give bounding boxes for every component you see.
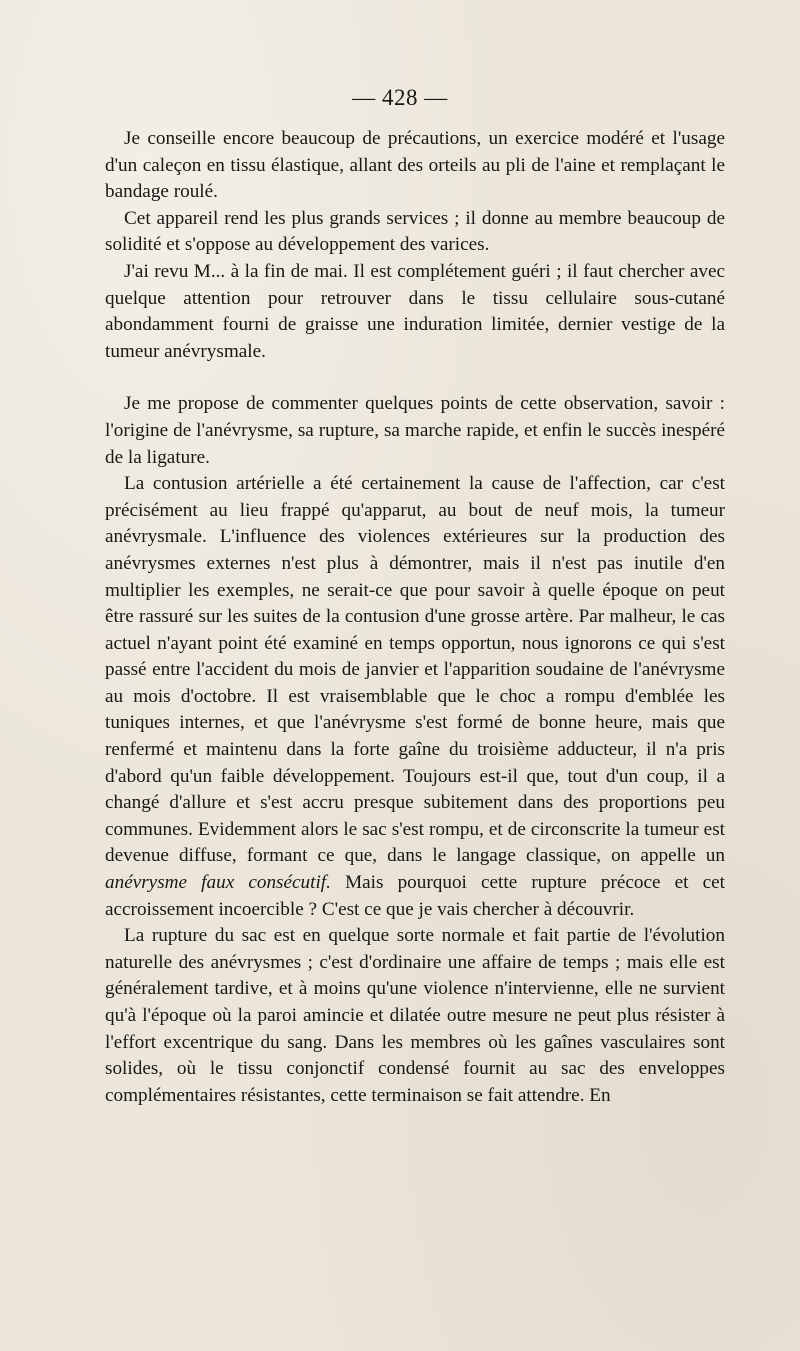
paragraph: La rupture du sac est en quelque sorte normale et fait partie de l'évolution naturelle des anévrysmes ; c'est d'ordinaire une affaire de temps ; mais elle est généralement tardive, et à moins qu'une violence n'intervienne, elle ne survient qu'à l'époque où la paroi amincie et dilatée outre mesure ne peut plus résister à l'effort excentrique du sang. Dans les membres où les gaînes vasculaires sont solides, où le tissu conjonctif condensé fournit au sac des enveloppes complémentaires résistantes, cette terminaison se fait attendre. En [105, 925, 725, 1106]
paragraph: Cet appareil rend les plus grands services ; il donne au membre beaucoup de solidité et s'oppose au développement des varices. [105, 207, 725, 256]
paragraph: Je conseille encore beaucoup de précautions, un exercice modéré et l'usage d'un caleçon en tissu élastique, allant des orteils au pli de l'aine et remplaçant le bandage roulé. [105, 128, 725, 203]
italic-term: anévrysme faux consécutif. [105, 872, 331, 894]
paragraph [105, 471, 725, 923]
body-text [105, 126, 725, 1109]
paragraph: J'ai revu M... à la fin de mai. Il est complétement guéri ; il faut chercher avec quelque attention pour retrouver dans le tissu cellulaire sous-cutané abondamment fourni de graisse une induration limitée, dernier vestige de la tumeur anévrysmale. [105, 260, 725, 362]
paragraph-text: La contusion artérielle a été certainement la cause de l'affection, car c'est précisément au lieu frappé qu'apparut, au bout de neuf mois, la tumeur anévrysmale. L'influence des violences extérieures sur la production des anévrysmes externes n'est plus à démontrer, mais il n'est pas inutile d'en multiplier les exemples, ne serait-ce que pour savoir à quelle époque on peut être rassuré sur les suites de la contusion d'une grosse artère. Par malheur, le cas actuel n'ayant point été examiné en temps opportun, nous ignorons ce qui s'est passé entre l'accident du mois de janvier et l'apparition soudaine de l'anévrysme au mois d'octobre. Il est vraisemblable que le choc a rompu d'emblée les tuniques internes, et que l'anévrysme s'est formé de bonne heure, mais que renfermé et maintenu dans la forte gaîne du troisième adducteur, il n'a pris d'abord qu'un faible développement. Toujours est-il que, tout d'un coup, il a changé d'allure et s'est accru presque subitement dans des proportions peu communes. Evidemment alors le sac s'est rompu, et de circonscrite la tumeur est devenue diffuse, formant ce que, dans le langage classique, on appelle un [105, 473, 725, 867]
paragraph-text: Mais pourquoi cette rupture précoce et cet accroissement incoercible ? C'est ce que je vais chercher à découvrir. [105, 872, 725, 920]
page-number: — 428 — [352, 85, 448, 110]
paragraph: Je me propose de commenter quelques points de cette observation, savoir : l'origine de l'anévrysme, sa rupture, sa marche rapide, et enfin le succès inespéré de la ligature. [105, 393, 725, 468]
